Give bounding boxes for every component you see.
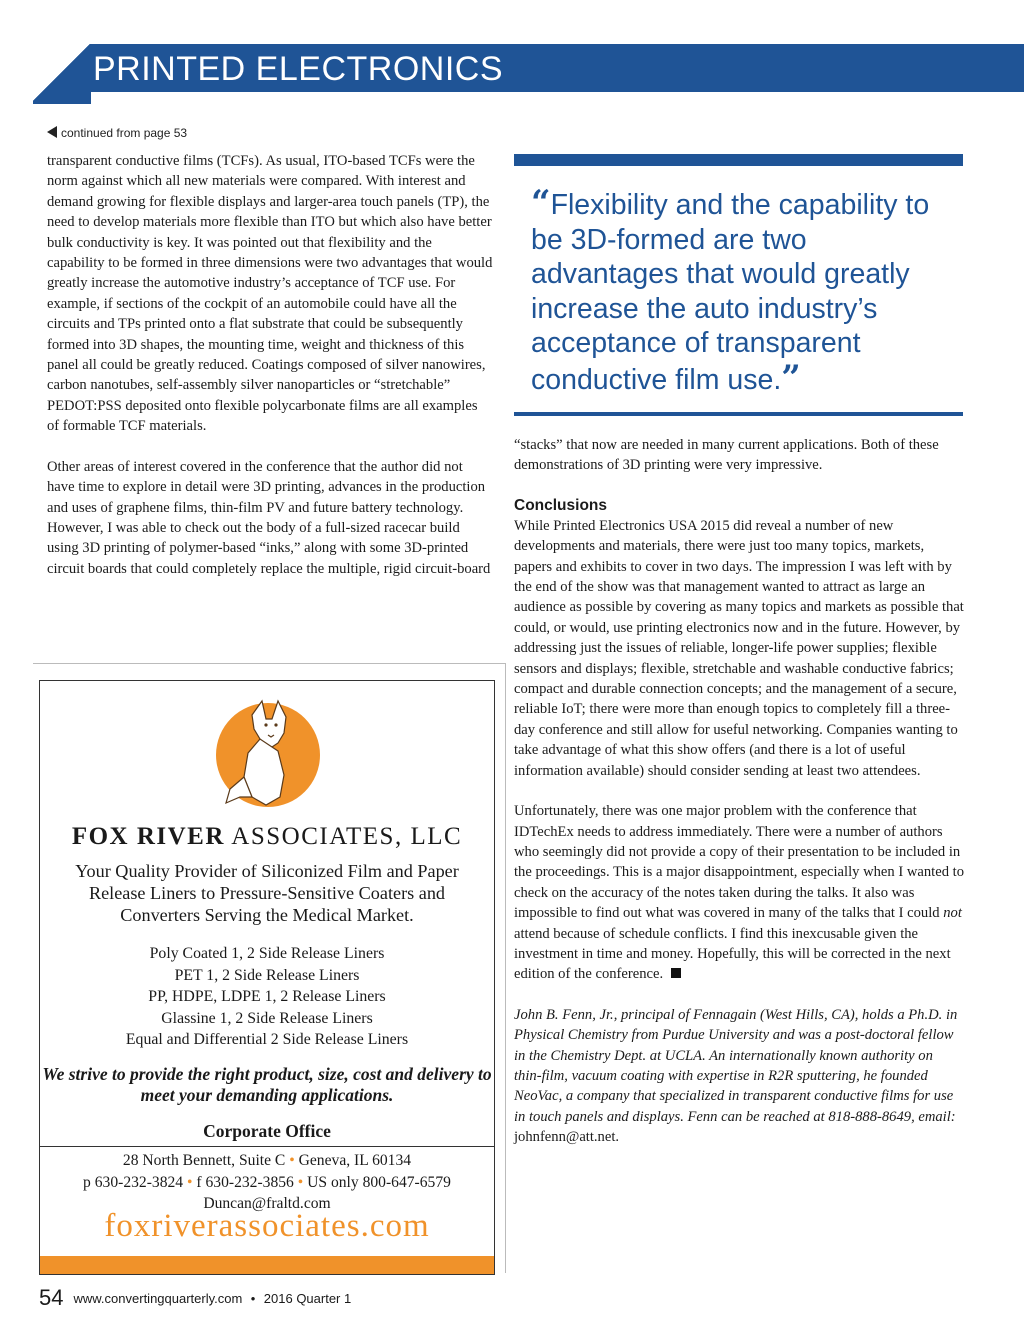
article-paragraph: While Printed Electronics USA 2015 did reveal a number of new developments and materials, there were just too many topics, markets, papers and exhibits to cover in two days. The impression I was left with by the end of the show was that management wanted to attract as large an audience as possible by covering as many topics and markets as possible that could, or would, use printing electronics now and in the future. However, by addressing just the issues of reliable, longer-life power supplies; flexible sensors and displays; flexible, stretchable and washable conductive fabrics; compact and durable connection concepts; and the management of a secure, reliable IoT; there were more than enough topics to completely fill a three-day conference and still allow for useful networking. Companies wanting to take advantage of what this show offers (and there is a lot of useful information available) should consider sending at least two attendees. xyxy=(514,517,964,779)
article-paragraph: transparent conductive films (TCFs). As usual, ITO-based TCFs were the norm against which all new materials were compared. With interest and demand growing for flexible displays and larger-area touch panels (TP), the need to develop materials more flexible than ITO but which also have better bulk conductivity is key. It was pointed out that flexibility and the capability to be formed in three dimensions were two advantages that would greatly increase the automotive industry’s acceptance of TCF use. For example, if sections of the cockpit of an automobile could have all the circuits and TPs printed onto a flat substrate that could be subsequently formed into 3D shapes, the mounting time, weight and thickness of this panel all could be greatly reduced. Coatings composed of silver nanowires, carbon nanotubes, self-assembly silver nanoparticles or “stretchable” PEDOT:PSS deposited onto flexible polycarbonate films are all examples of formable TCF materials. xyxy=(47,153,493,435)
ad-product-item: PP, HDPE, LDPE 1, 2 Release Liners xyxy=(148,988,386,1005)
ad-bottom-stripe xyxy=(40,1256,494,1274)
pull-quote-bottom-rule xyxy=(514,412,963,416)
ad-contact-block xyxy=(40,1150,494,1215)
fox-river-advertisement[interactable] xyxy=(39,680,495,1275)
page-number: 54 xyxy=(39,1285,64,1310)
footer-issue: 2016 Quarter 1 xyxy=(263,1291,352,1306)
ad-product-item: Equal and Differential 2 Side Release Liners xyxy=(125,1031,409,1048)
pull-quote xyxy=(514,154,963,398)
ad-product-item: Glassine 1, 2 Side Release Liners xyxy=(161,1009,373,1027)
ad-office-title: Corporate Office xyxy=(203,1121,331,1141)
fox-logo-icon xyxy=(208,693,328,813)
right-article-column xyxy=(514,435,964,1148)
pull-quote-body: Flexibility and the capability to be 3D-formed are two advantages that would greatly increase the auto industry’s acceptance of transparent conductive film use. xyxy=(531,189,930,396)
ad-product-item: Poly Coated 1, 2 Side Release Liners xyxy=(149,945,385,962)
continued-text: continued from page 53 xyxy=(61,126,188,140)
footer-site-link[interactable]: www.convertingquarterly.com xyxy=(73,1291,243,1306)
ad-company-name: FOX RIVER ASSOCIATES, LLC xyxy=(71,823,463,850)
end-of-article-mark xyxy=(671,968,681,978)
page-footer xyxy=(39,1285,351,1311)
left-arrow-icon xyxy=(47,126,57,138)
ad-product-item: PET 1, 2 Side Release Liners xyxy=(174,966,360,984)
pull-quote-text xyxy=(531,183,961,398)
section-title: PRINTED ELECTRONICS xyxy=(93,50,503,88)
ad-address-line: 28 North Bennett, Suite C • Geneva, IL 60134 xyxy=(122,1152,412,1169)
ad-divider xyxy=(40,1146,494,1147)
ad-separator-rule xyxy=(33,663,505,664)
article-paragraph: Other areas of interest covered in the conference that the author did not have time to explore in detail were 3D printing, advances in the production and uses of graphene films, thin-film PV and future battery technology. However, I was able to check out the body of a full-sized racecar build using 3D printing of polymer-based “inks,” along with some 3D-printed circuit boards that could completely replace the multiple, rigid circuit-board xyxy=(47,458,491,577)
open-quote-mark: “ xyxy=(531,183,551,223)
ad-website-link[interactable]: foxriverassociates.com xyxy=(104,1208,430,1244)
continued-from-note xyxy=(47,126,187,140)
article-paragraph: “stacks” that now are needed in many current applications. Both of these demonstrations of 3D printing were very impressive. xyxy=(514,437,939,474)
author-bio: John B. Fenn, Jr., principal of Fennagain (West Hills, CA), holds a Ph.D. in Physical Chemistry from Purdue University and was a post-doctoral fellow in the Chemistry Dept. at UCLA. An internationally known authority on thin-film, vacuum coating with expertise in R2R sputtering, he founded NeoVac, a company that specialized in transparent conductive films for use in touch panels and displays. Fenn can be reached at 818-888-8649, email: johnfenn@att.net. xyxy=(514,1006,958,1146)
left-article-column xyxy=(47,151,493,579)
author-email-link[interactable]: johnfenn@att.net. xyxy=(514,1129,620,1146)
ad-email-link[interactable]: Duncan@fraltd.com xyxy=(203,1195,331,1212)
ad-strive-statement: We strive to provide the right product, size, cost and delivery to meet your demanding applications. xyxy=(42,1064,492,1105)
ad-tagline: Your Quality Provider of Siliconized Film and Paper Release Liners to Pressure-Sensitive Coaters and Converters Serving the Medical Market. xyxy=(75,861,459,925)
pull-quote-top-rule xyxy=(514,154,963,166)
ad-product-list xyxy=(40,943,494,1051)
column-separator-rule xyxy=(505,663,506,1273)
footer-separator: • xyxy=(250,1291,256,1306)
article-paragraph: Unfortunately, there was one major problem with the conference that IDTechEx needs to address immediately. There were a number of authors who seemingly did not provide a copy of their presentation to be included in the proceedings. This is a major disappointment, especially when I wanted to check on the accuracy of the notes taken during the talks. It also was impossible to find out what was covered in many of the talks that I could not attend because of schedule conflicts. I find this inexcusable given the investment in time and money. Hopefully, this will be corrected in the next edition of the conference. xyxy=(514,803,964,983)
ad-phone-line: p 630-232-3824 • f 630-232-3856 • US only 800-647-6579 xyxy=(83,1173,451,1191)
close-quote-mark: ” xyxy=(781,357,801,398)
conclusions-heading: Conclusions xyxy=(514,496,608,514)
